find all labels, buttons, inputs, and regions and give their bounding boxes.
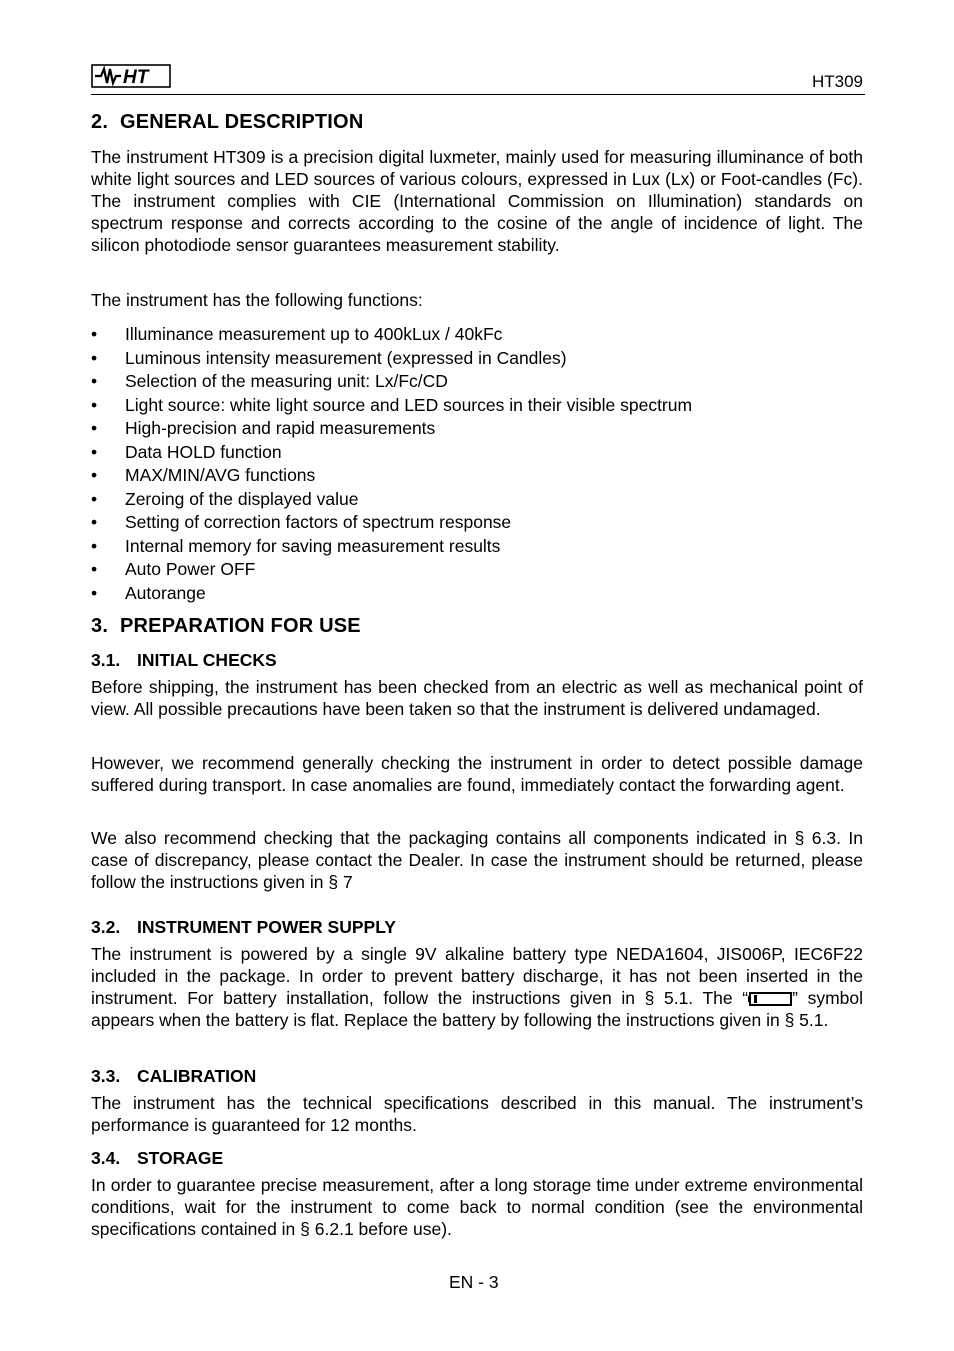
list-item: • MAX/MIN/AVG functions <box>91 464 863 488</box>
bullet-icon: • <box>91 488 98 509</box>
section-2-heading <box>91 111 363 134</box>
document-code: HT309 <box>811 72 863 91</box>
functions-intro: The instrument has the following functions: <box>91 290 423 310</box>
section-title: PREPARATION FOR USE <box>120 615 361 637</box>
initial-checks-paragraph-1: Before shipping, the instrument has been checked from an electric as well as mechanical point of view. All possible precautions have been taken so that the instrument is delivered undamaged. <box>91 677 863 719</box>
bullet-icon: • <box>91 324 98 344</box>
section-title: GENERAL DESCRIPTION <box>120 111 364 133</box>
bullet-icon: • <box>91 535 98 556</box>
subsection-number: 3.3. <box>91 1066 121 1086</box>
list-item: • Internal memory for saving measurement results <box>91 535 863 559</box>
initial-checks-paragraph-2: However, we recommend generally checking the instrument in order to detect possible damage suffered during transport. In case anomalies are found, immediately contact the forwarding agent. <box>91 753 863 795</box>
bullet-icon: • <box>91 512 98 532</box>
subsection-title: INSTRUMENT POWER SUPPLY <box>137 917 396 937</box>
subsection-storage-heading <box>91 1148 223 1169</box>
bullet-icon: • <box>91 559 98 579</box>
bullet-icon: • <box>91 441 98 462</box>
bullet-icon: • <box>91 418 98 438</box>
bullet-icon: • <box>91 394 98 415</box>
bullet-icon: • <box>91 582 98 603</box>
functions-list <box>91 323 863 605</box>
calibration-paragraph: The instrument has the technical specifications described in this manual. The instrument’s performance is guaranteed for 12 months. <box>91 1093 863 1135</box>
list-item: • Illuminance measurement up to 400kLux / 40kFc <box>91 323 863 347</box>
list-item: • Luminous intensity measurement (expressed in Candles) <box>91 347 863 371</box>
general-description-paragraph: The instrument HT309 is a precision digital luxmeter, mainly used for measuring illuminance of both white light sources and LED sources of various colours, expressed in Lux (Lx) or Foot-candles (Fc). The instrument complies with CIE (International Commission on Illumination) standards on spectrum response and corrects according to the cosine of the angle of incidence of light. The silicon photodiode sensor guarantees measurement stability. <box>91 147 863 255</box>
page-number: EN - 3 <box>449 1272 499 1292</box>
bullet-icon: • <box>91 347 98 368</box>
storage-paragraph: In order to guarantee precise measurement, after a long storage time under extreme environmental conditions, wait for the instrument to come back to normal condition (see the environmental specifications contained in § 6.2.1 before use). <box>91 1175 863 1239</box>
initial-checks-paragraph-3: We also recommend checking that the packaging contains all components indicated in § 6.3. In case of discrepancy, please contact the Dealer. In case the instrument should be returned, please follow the instructions given in § 7 <box>91 828 863 892</box>
low-battery-icon <box>748 992 792 1006</box>
section-number: 2. <box>91 111 109 133</box>
list-item: • Auto Power OFF <box>91 558 863 582</box>
page-header <box>91 64 865 95</box>
list-item: • Setting of correction factors of spectrum response <box>91 511 863 535</box>
list-item: • Data HOLD function <box>91 441 863 465</box>
list-item: • High-precision and rapid measurements <box>91 417 863 441</box>
bullet-icon: • <box>91 371 98 391</box>
list-item: • Selection of the measuring unit: Lx/Fc/CD <box>91 370 863 394</box>
subsection-calibration-heading <box>91 1066 256 1087</box>
subsection-power-supply-heading <box>91 917 396 938</box>
bullet-icon: • <box>91 465 98 485</box>
ht-logo <box>91 64 171 88</box>
power-supply-paragraph: The instrument is powered by a single 9V alkaline battery type NEDA1604, JIS006P, IEC6F22 included in the package. In order to prevent battery discharge, it has not been inserted in the instrument. For battery installation, follow the instructions given in § 5.1. The “ ” symbol appears when the battery is flat. Replace the battery by following the instructions given in § 5.1. <box>91 944 864 1030</box>
list-item: • Light source: white light source and LED sources in their visible spectrum <box>91 394 863 418</box>
subsection-initial-checks-heading <box>91 650 277 671</box>
list-item: • Zeroing of the displayed value <box>91 488 863 512</box>
subsection-title: STORAGE <box>137 1148 224 1168</box>
list-item: • Autorange <box>91 582 863 606</box>
section-3-heading <box>91 615 361 638</box>
section-number: 3. <box>91 615 109 637</box>
subsection-number: 3.4. <box>91 1148 121 1168</box>
subsection-number: 3.2. <box>91 917 121 937</box>
subsection-title: CALIBRATION <box>137 1066 257 1086</box>
svg-text:HT: HT <box>123 67 149 88</box>
subsection-title: INITIAL CHECKS <box>137 650 277 670</box>
subsection-number: 3.1. <box>91 650 121 670</box>
